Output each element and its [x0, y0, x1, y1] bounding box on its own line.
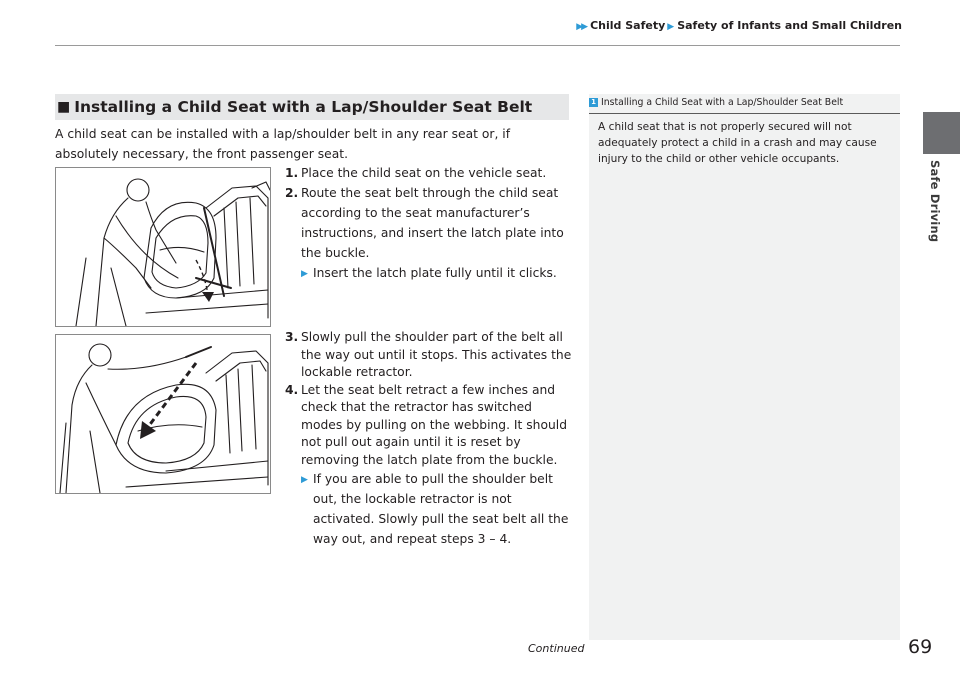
breadcrumb-safety-infants[interactable]: Safety of Infants and Small Children — [677, 19, 902, 32]
step-number: 1. — [285, 166, 299, 180]
step-2-note — [301, 263, 575, 284]
step-text: Let the seat belt retract a few inches and check that the retractor has switched modes by pulling on the webbing. It should not pull out again until it is reset by removing the latch plate from the buckle. — [301, 382, 568, 467]
note-title: Installing a Child Seat with a Lap/Shoulder Seat Belt — [601, 97, 844, 108]
step-2 — [285, 183, 575, 263]
step-text: Place the child seat on the vehicle seat. — [301, 166, 547, 180]
steps-group-2 — [285, 329, 575, 549]
step-3 — [285, 329, 575, 382]
step-number: 4. — [285, 382, 299, 397]
step-4 — [285, 382, 575, 470]
step-1 — [285, 163, 575, 183]
arrow-icon: ▶ — [667, 22, 675, 32]
square-bullet-icon: ■ — [57, 99, 71, 115]
note-number-icon: 1 — [589, 98, 598, 107]
step-note-text: Insert the latch plate fully until it clicks. — [313, 266, 557, 280]
double-arrow-icon: ▶▶ — [576, 22, 587, 32]
step-text: Route the seat belt through the child seat according to the seat manufacturer’s instructions, and insert the latch plate into the buckle. — [301, 186, 564, 260]
arrow-icon: ▶ — [301, 269, 308, 279]
step-4-note — [301, 469, 575, 549]
arrow-icon: ▶ — [301, 475, 308, 485]
intro-paragraph: A child seat can be installed with a lap/shoulder belt in any rear seat or, if absolutely necessary, the front passenger seat. — [55, 127, 511, 161]
step-text: Slowly pull the shoulder part of the belt all the way out until it stops. This activates the lockable retractor. — [301, 330, 572, 379]
continued-label: Continued — [528, 642, 585, 655]
step-note-text: If you are able to pull the shoulder belt out, the lockable retractor is not activated. Slowly pull the seat belt all the way out, and repeat steps 3 – 4. — [313, 472, 569, 546]
steps-group-1 — [285, 163, 575, 284]
section-title: Installing a Child Seat with a Lap/Shoulder Seat Belt — [74, 98, 533, 116]
side-note-panel — [589, 94, 900, 640]
chapter-tab-marker — [923, 112, 960, 154]
header-divider — [55, 45, 900, 46]
chapter-tab-label: Safe Driving — [928, 160, 942, 243]
section-heading — [55, 94, 569, 120]
note-body: A child seat that is not properly secured will not adequately protect a child in a crash and may cause injury to the child or other vehicle occupants. — [598, 121, 877, 165]
step-number: 2. — [285, 186, 299, 200]
pull-belt-drawing — [56, 335, 270, 493]
breadcrumb-child-safety[interactable]: Child Safety — [590, 19, 666, 32]
child-seat-install-drawing — [56, 168, 270, 326]
illustration-pull-shoulder-belt — [55, 334, 271, 494]
illustration-insert-latch-plate — [55, 167, 271, 327]
page-number: 69 — [908, 636, 933, 658]
step-number: 3. — [285, 330, 299, 344]
note-heading — [589, 94, 900, 114]
breadcrumb — [576, 19, 902, 32]
